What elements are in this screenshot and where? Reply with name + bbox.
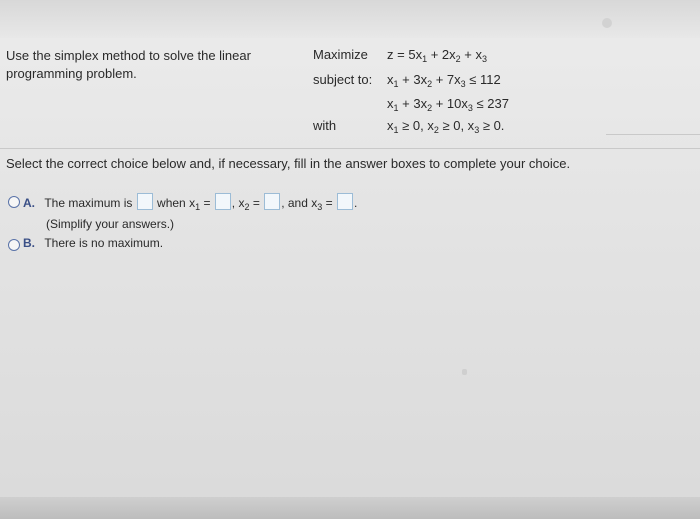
sub: 2 [427, 79, 433, 89]
sub: 3 [317, 202, 323, 212]
eq: = [252, 196, 260, 210]
simplify-note: (Simplify your answers.) [46, 217, 175, 231]
option-b[interactable] [23, 236, 163, 250]
nonnegativity [387, 118, 504, 133]
sub: 2 [455, 54, 461, 64]
period: . [353, 196, 358, 210]
c2-rhs: ≤ 237 [476, 96, 509, 111]
nn-ar: ≥ 0, x [402, 118, 434, 133]
objective-term3: + x [464, 47, 483, 62]
c2-c: + 10x [435, 96, 468, 111]
objective-function [387, 47, 487, 62]
c2-b: + 3x [402, 96, 428, 111]
constraint-2 [387, 96, 509, 111]
option-a-radio[interactable] [8, 196, 20, 208]
option-a-text3: , x [231, 196, 245, 210]
option-b-radio[interactable] [8, 239, 20, 251]
sub: 2 [433, 125, 439, 135]
sub: 3 [482, 54, 488, 64]
camera-mark [602, 18, 612, 28]
divider [0, 148, 700, 149]
sub: 1 [393, 79, 399, 89]
option-b-text: There is no maximum. [44, 236, 164, 250]
divider [606, 134, 700, 135]
sub: 1 [393, 125, 399, 135]
option-a-text2: when x [157, 196, 196, 210]
objective-z: z [387, 47, 394, 62]
c1-c: + 7x [435, 72, 461, 87]
sub: 3 [474, 125, 480, 135]
objective-term1: 5x [408, 47, 423, 62]
option-a-letter: A. [23, 196, 35, 210]
with-label: with [313, 118, 337, 133]
bottom-background [0, 497, 700, 519]
eq: = [325, 196, 333, 210]
maximize-label: Maximize [313, 47, 368, 62]
option-a-text1: The maximum is [44, 196, 133, 210]
sub: 3 [467, 103, 473, 113]
c1-rhs: ≤ 112 [469, 72, 501, 87]
constraint-1 [387, 72, 501, 87]
option-b-letter: B. [23, 236, 35, 250]
objective-eq: = [397, 47, 405, 62]
nn-cr: ≥ 0. [482, 118, 505, 133]
cursor-mark [462, 369, 467, 375]
x2-answer-box[interactable] [264, 193, 280, 210]
option-a[interactable] [23, 193, 357, 210]
sub: 1 [195, 202, 201, 212]
sub: 1 [422, 54, 428, 64]
objective-term2: + 2x [430, 47, 456, 62]
subject-to-label: subject to: [313, 72, 373, 87]
nn-br: ≥ 0, x [442, 118, 475, 133]
c1-b: + 3x [402, 72, 428, 87]
sub: 2 [427, 103, 433, 113]
c1-a: x [387, 72, 394, 87]
problem-intro: Use the simplex method to solve the linear programming problem. [6, 48, 251, 81]
c2-a: x [387, 96, 394, 111]
x1-answer-box[interactable] [215, 193, 231, 210]
maximum-answer-box[interactable] [137, 193, 153, 210]
top-background [0, 0, 700, 38]
option-a-text4: , and x [281, 196, 318, 210]
sub: 2 [244, 202, 250, 212]
instruction-text: Select the correct choice below and, if necessary, fill in the answer boxes to complete your choice. [6, 156, 571, 171]
x3-answer-box[interactable] [337, 193, 353, 210]
sub: 3 [460, 79, 466, 89]
nn-a: x [387, 118, 394, 133]
sub: 1 [393, 103, 399, 113]
eq: = [203, 196, 211, 210]
